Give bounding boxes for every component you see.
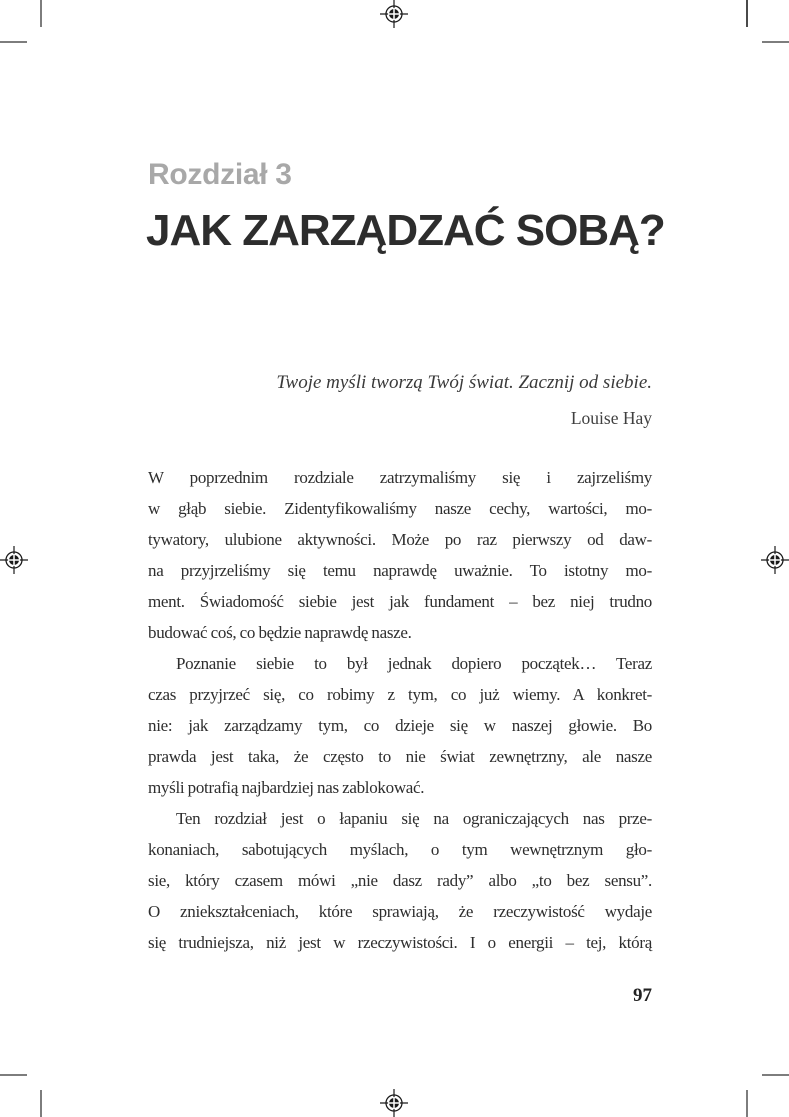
crop-mark-icon — [40, 1090, 42, 1117]
body-text-line: się trudniejsza, niż jest w rzeczywistości. I o energii – tej, którą — [148, 933, 652, 952]
body-text-line: tywatory, ulubione aktywności. Może po raz pierwszy od daw- — [148, 530, 652, 549]
body-text-line: Ten rozdział jest o łapaniu się na ograniczających nas prze- — [176, 809, 652, 828]
body-text-line: na przyjrzeliśmy się temu naprawdę uważnie. To istotny mo- — [148, 561, 652, 580]
body-text-line: konaniach, sabotujących myślach, o tym wewnętrznym gło- — [148, 840, 652, 859]
body-text-line: sie, który czasem mówi „nie dasz rady” albo „to bez sensu”. — [148, 871, 652, 890]
crop-mark-icon — [746, 1090, 748, 1117]
epigraph-author: Louise Hay — [570, 408, 652, 428]
body-text-line: budować coś, co będzie naprawdę nasze. — [148, 623, 412, 642]
body-text-line: ment. Świadomość siebie jest jak fundament – bez niej trudno — [148, 592, 652, 611]
crop-mark-icon — [40, 0, 42, 27]
crop-mark-icon — [0, 41, 27, 43]
body-text-line: O zniekształceniach, które sprawiają, że rzeczywistość wydaje — [148, 902, 652, 921]
epigraph-quote: Twoje myśli tworzą Twój świat. Zacznij od siebie. — [276, 372, 652, 393]
registration-target-icon — [760, 545, 789, 575]
epigraph — [148, 371, 652, 430]
crop-mark-icon — [0, 1074, 27, 1076]
registration-target-icon — [379, 1088, 409, 1117]
body-text-line: W poprzednim rozdziale zatrzymaliśmy się i zajrzeliśmy — [148, 468, 652, 487]
crop-mark-icon — [746, 0, 748, 27]
body-text-line: czas przyjrzeć się, co robimy z tym, co już wiemy. A konkret- — [148, 685, 652, 704]
crop-mark-icon — [762, 41, 789, 43]
body-text-line: nie: jak zarządzamy tym, co dzieje się w naszej głowie. Bo — [148, 716, 652, 735]
registration-target-icon — [0, 545, 29, 575]
crop-mark-icon — [762, 1074, 789, 1076]
chapter-number-label: Rozdział 3 — [148, 158, 292, 191]
body-text-line: Poznanie siebie to był jednak dopiero początek… Teraz — [176, 654, 652, 673]
body-text-line: prawda jest taka, że często to nie świat zewnętrzny, ale nasze — [148, 747, 652, 766]
body-text — [148, 462, 652, 958]
chapter-title: JAK ZARZĄDZAĆ SOBĄ? — [146, 206, 665, 255]
registration-target-icon — [379, 0, 409, 29]
body-text-line: w głąb siebie. Zidentyfikowaliśmy nasze cechy, wartości, mo- — [148, 499, 652, 518]
page-number: 97 — [633, 985, 652, 1006]
body-text-line: myśli potrafią najbardziej nas zablokować. — [148, 778, 425, 797]
